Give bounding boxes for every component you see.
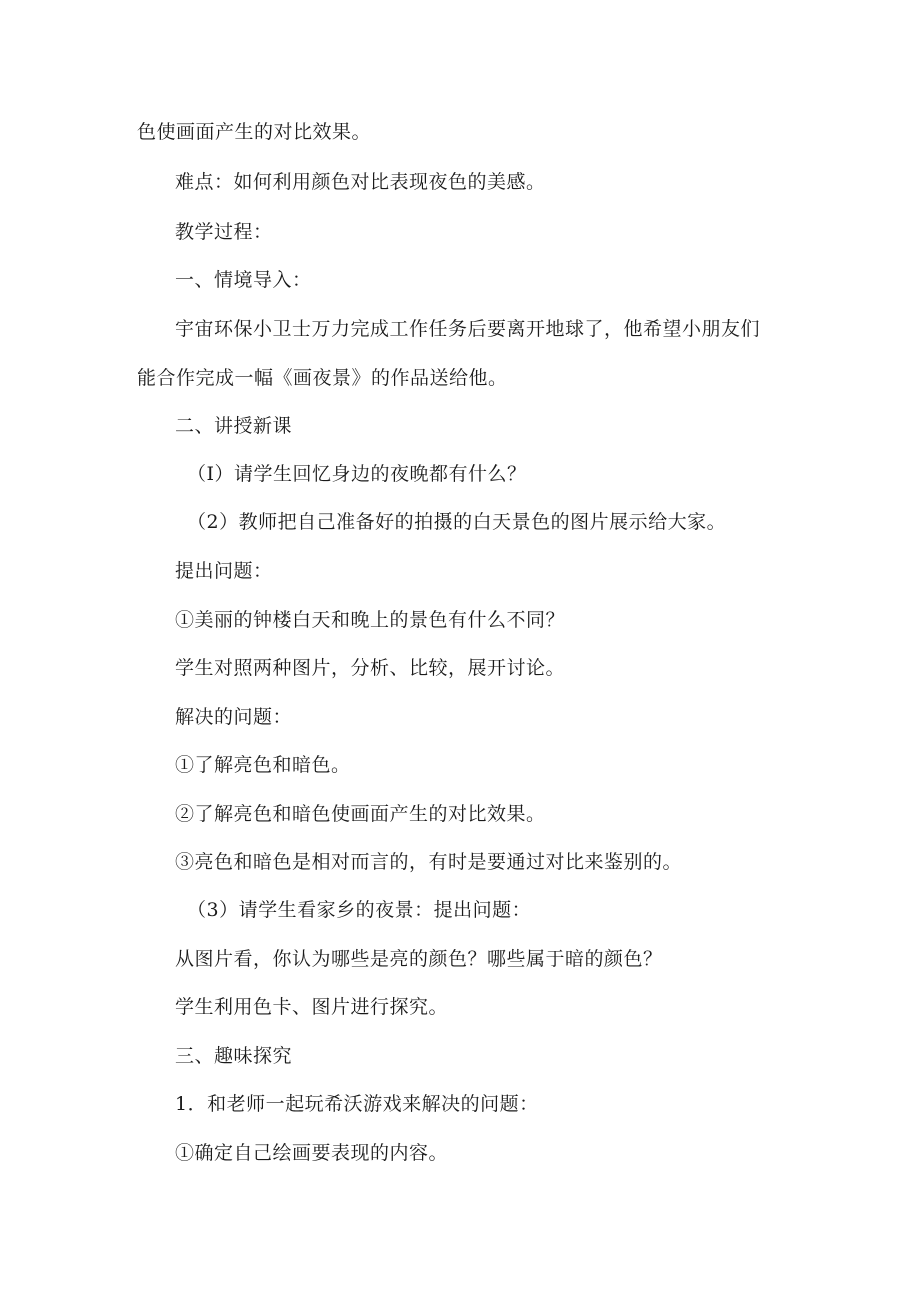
text-line-4: 一、情境导入：	[175, 269, 312, 291]
text-line-16: ③亮色和暗色是相对而言的，有时是要通过对比来鉴别的。	[175, 851, 683, 873]
text-line-1: 色使画面产生的对比效果。	[137, 121, 372, 143]
text-line-17: （3）请学生看家乡的夜景：提出问题：	[187, 899, 532, 921]
text-line-14: ①了解亮色和暗色。	[175, 754, 351, 776]
text-line-19: 学生利用色卡、图片进行探究。	[175, 996, 449, 1018]
text-line-20: 三、趣味探究	[175, 1045, 293, 1067]
text-line-10: 提出问题：	[175, 560, 273, 582]
text-line-11: ①美丽的钟楼白天和晚上的景色有什么不同？	[175, 609, 566, 631]
text-line-18: 从图片看，你认为哪些是亮的颜色？哪些属于暗的颜色？	[175, 948, 663, 970]
text-line-12: 学生对照两种图片，分析、比较，展开讨论。	[175, 657, 566, 679]
text-line-6: 能合作完成一幅《画夜景》的作品送给他。	[137, 367, 508, 389]
text-line-9: （2）教师把自己准备好的拍摄的白天景色的图片展示给大家。	[187, 511, 727, 533]
text-line-3: 教学过程：	[175, 221, 273, 243]
text-line-21: 1．和老师一起玩希沃游戏来解决的问题：	[175, 1093, 539, 1115]
text-line-22: ①确定自己绘画要表现的内容。	[175, 1142, 449, 1164]
text-line-2: 难点：如何利用颜色对比表现夜色的美感。	[175, 171, 546, 193]
text-line-13: 解决的问题：	[175, 706, 293, 728]
text-line-8: （I）请学生回忆身边的夜晚都有什么？	[187, 463, 527, 485]
text-line-7: 二、讲授新课	[175, 415, 293, 437]
text-line-5: 宇宙环保小卫士万力完成工作任务后要离开地球了，他希望小朋友们	[175, 318, 761, 340]
text-line-15: ②了解亮色和暗色使画面产生的对比效果。	[175, 803, 546, 825]
